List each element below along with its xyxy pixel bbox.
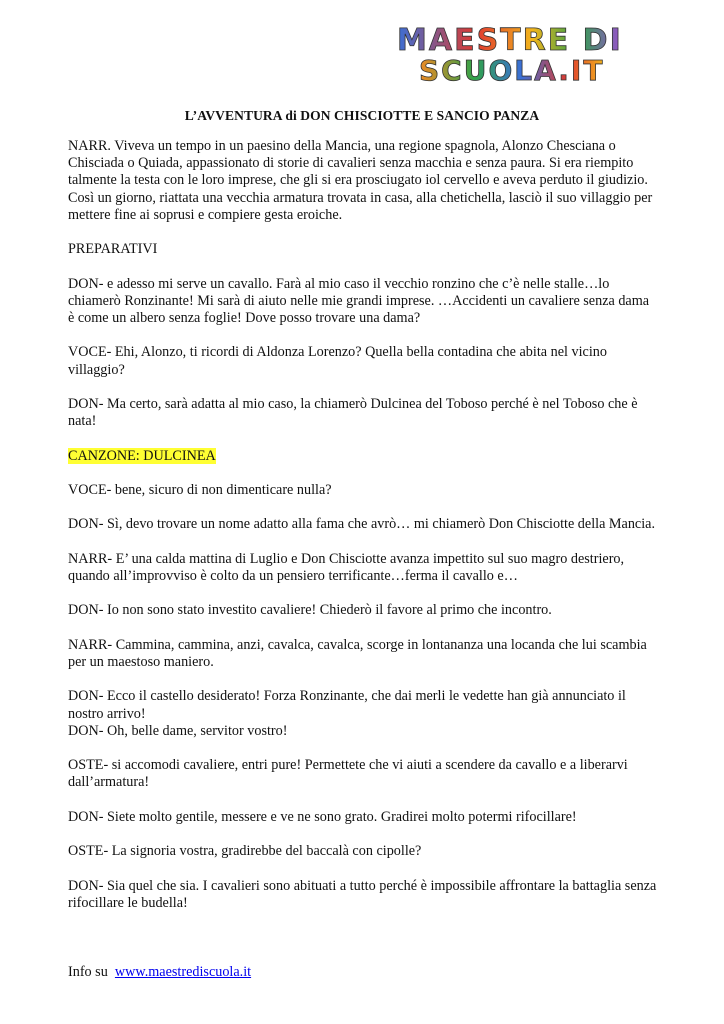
document-body bbox=[68, 138, 658, 929]
footer bbox=[68, 964, 251, 981]
paragraph-don-gentile: DON- Siete molto gentile, messere e ve ne sono grato. Gradirei molto potermi rifocillare! bbox=[68, 808, 577, 825]
logo-graphic bbox=[393, 20, 655, 84]
logo-line2: SCUOLA.IT bbox=[419, 54, 605, 84]
paragraph-oste-baccala: OSTE- La signoria vostra, gradirebbe del baccalà con cipolle? bbox=[68, 843, 422, 860]
document-title: L’AVVENTURA di DON CHISCIOTTE E SANCIO PANZA bbox=[184, 108, 540, 123]
paragraph-don-budella: DON- Sia quel che sia. I cavalieri sono abituati a tutto perché è impossibile affrontare la battaglia senza rifocillare le budella! bbox=[68, 877, 657, 911]
paragraph-don-cavallo: DON- e adesso mi serve un cavallo. Farà al mio caso il vecchio ronzino che c’è nelle stalle…lo chiamerò Ronzinante! Mi sarà di aiuto nelle mie grandi imprese. …Accidenti un cavaliere senza dama è come un albero senza foglie! Dove posso trovare una dama? bbox=[68, 275, 650, 326]
paragraph-don-dame: DON- Oh, belle dame, servitor vostro! bbox=[68, 722, 288, 739]
section-heading-preparativi: PREPARATIVI bbox=[68, 241, 158, 258]
paragraph-narr-locanda: NARR- Cammina, cammina, anzi, cavalca, cavalca, scorge in lontananza una locanda che lui scambia per un maestoso maniero. bbox=[68, 636, 647, 670]
song-heading-highlight: CANZONE: DULCINEA bbox=[68, 447, 216, 464]
paragraph-don-nome: DON- Sì, devo trovare un nome adatto alla fama che avrò… mi chiamerò Don Chisciotte della Mancia. bbox=[68, 516, 656, 533]
footer-website-link[interactable]: www.maestrediscuola.it bbox=[114, 964, 252, 980]
paragraph-narr-intro: NARR. Viveva un tempo in un paesino della Mancia, una regione spagnola, Alonzo Chesciana o Chisciada o Quiada, appassionato di storie di cavalieri senza macchia e senza paura. Si era riempito talmente la testa con le loro imprese, che gli si era prosciugato iol cervello e aveva perduto il giudizio. Così un giorno, riattata una vecchia armatura trovata in casa, alla chetichella, lasciò il suo villaggio per mettere fine ai soprusi e compiere gesta eroiche. bbox=[68, 138, 653, 223]
paragraph-don-cavaliere: DON- Io non sono stato investito cavaliere! Chiederò il favore al primo che incontro. bbox=[68, 602, 552, 619]
song-heading bbox=[68, 448, 658, 465]
paragraph-voce-nulla: VOCE- bene, sicuro di non dimenticare nulla? bbox=[68, 481, 332, 498]
footer-label: Info su bbox=[68, 964, 108, 980]
paragraph-narr-mattina: NARR- E’ una calda mattina di Luglio e Don Chisciotte avanza impettito sul suo magro destriero, quando all’improvviso è colto da un pensiero terrificante…ferma il cavallo e… bbox=[68, 550, 625, 584]
paragraph-voce-aldonza: VOCE- Ehi, Alonzo, ti ricordi di Aldonza Lorenzo? Quella bella contadina che abita nel vicino villaggio? bbox=[68, 344, 607, 378]
paragraph-don-dulcinea: DON- Ma certo, sarà adatta al mio caso, la chiamerò Dulcinea del Toboso perché è nel Toboso che è nata! bbox=[68, 395, 638, 430]
paragraph-don-castello: DON- Ecco il castello desiderato! Forza Ronzinante, che dai merli le vedette han già annunciato il nostro arrivo! bbox=[68, 688, 626, 722]
maestre-di-scuola-logo bbox=[393, 20, 655, 84]
paragraph-oste-accomodi: OSTE- si accomodi cavaliere, entri pure! Permettete che vi aiuti a scendere da cavallo e a liberarvi dall’armatura! bbox=[68, 757, 628, 791]
logo-line1: MAESTRE DI bbox=[397, 23, 623, 58]
